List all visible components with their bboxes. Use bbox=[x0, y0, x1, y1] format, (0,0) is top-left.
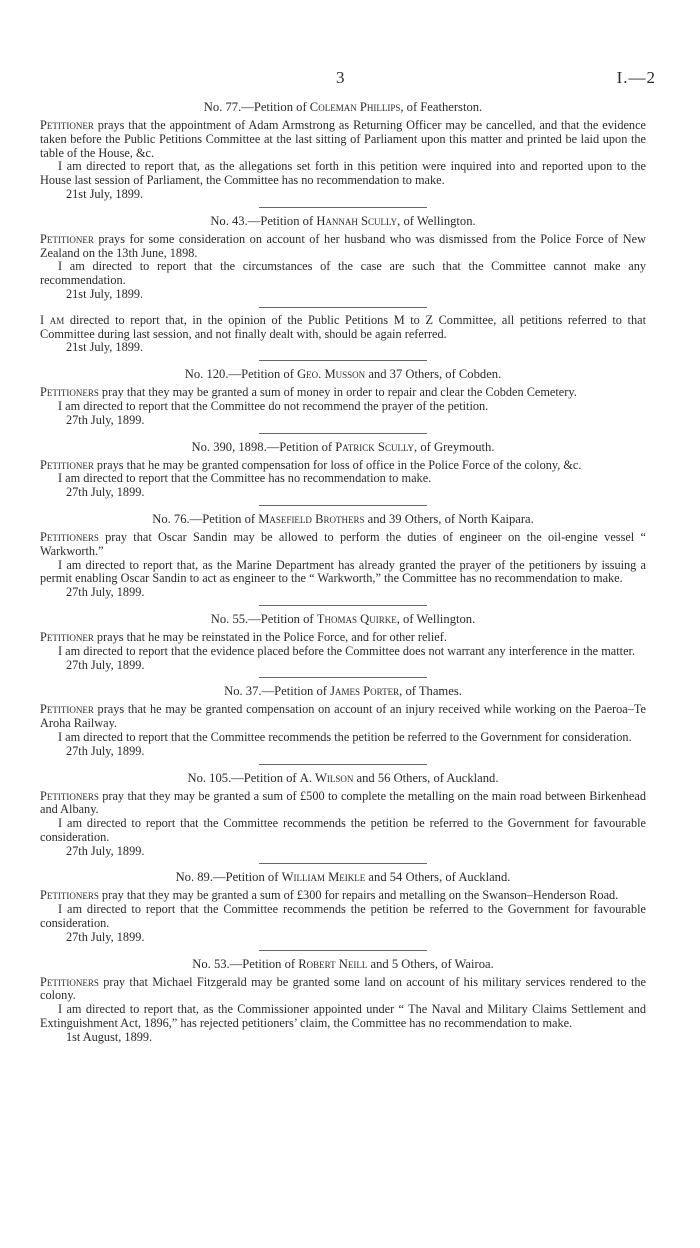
committee-report: I am directed to report that, as the allegations set forth in this petition were inquired into and reported upon to the House last session of Parliament, the Committee has no recommendation to make. bbox=[40, 159, 646, 188]
committee-report: I am directed to report that the circumstances of the case are such that the Committee cannot make any recommendation. bbox=[40, 259, 646, 288]
petition-prayer: Petitioner prays that he may be reinstated in the Police Force, and for other relief. bbox=[40, 629, 447, 644]
petition-title bbox=[40, 100, 646, 114]
report-date: 27th July, 1899. bbox=[66, 485, 145, 500]
petition-location: and 56 Others, of Auckland. bbox=[353, 770, 499, 785]
committee-report: I am directed to report that the Committee recommends the petition be referred to the Government for favourable consideration. bbox=[40, 816, 646, 844]
petition-entry bbox=[40, 100, 646, 202]
committee-report: I am directed to report that, as the Marine Department has already granted the prayer of the petitioners by issuing a permit enabling Oscar Sandin to act as engineer to the “ Warkworth,” the Committee has no recommendation to make. bbox=[40, 557, 646, 586]
section-divider bbox=[259, 677, 427, 678]
petition-entry bbox=[40, 612, 646, 672]
report-date: 1st August, 1899. bbox=[66, 1029, 153, 1044]
petition-entry bbox=[40, 870, 646, 944]
section-divider bbox=[259, 360, 427, 361]
report-date: 27th July, 1899. bbox=[66, 929, 145, 944]
section-divider bbox=[259, 950, 427, 951]
petition-number: No. 55.—Petition of bbox=[210, 611, 317, 626]
petition-location: and 37 Others, of Cobden. bbox=[365, 367, 502, 382]
petition-title bbox=[40, 684, 646, 698]
petition-prayer: Petitioner prays for some consideration on account of her husband who was dismissed from the Police Force of New Zealand on the 13th June, 1898. bbox=[40, 231, 646, 260]
report-date: 21st July, 1899. bbox=[66, 340, 144, 355]
report-date: 27th July, 1899. bbox=[66, 843, 145, 858]
petition-prayer: Petitioners pray that Oscar Sandin may be allowed to perform the duties of engineer on the oil-engine vessel “ Warkworth.” bbox=[40, 529, 646, 558]
petition-location: and 39 Others, of North Kaipara. bbox=[364, 511, 534, 526]
petition-number: No. 105.—Petition of bbox=[187, 770, 300, 785]
petition-location: and 54 Others, of Auckland. bbox=[365, 870, 511, 885]
report-date: 21st July, 1899. bbox=[66, 286, 144, 301]
page-reference: I.—2 bbox=[616, 68, 656, 87]
petitioner-name: Hannah Scully bbox=[316, 213, 398, 228]
section-divider bbox=[259, 764, 427, 765]
petition-title bbox=[40, 214, 646, 228]
petition-title bbox=[40, 612, 646, 626]
committee-report: I am directed to report that the Committee do not recommend the prayer of the petition. bbox=[58, 398, 489, 413]
petitioner-name: Robert Neill bbox=[298, 956, 368, 971]
petition-entry bbox=[40, 512, 646, 600]
report-date: 27th July, 1899. bbox=[66, 657, 145, 672]
petition-entry bbox=[40, 957, 646, 1045]
petition-location: , of Featherston. bbox=[400, 100, 483, 114]
petition-prayer: Petitioner prays that the appointment of Adam Armstrong as Returning Officer may be cancelled, and that the evidence taken before the Public Petitions Committee at the last sitting of Parliament upon this matter and printed be laid upon the table of the House, &c. bbox=[40, 118, 646, 160]
petitioner-name: Patrick Scully bbox=[335, 439, 415, 454]
petition-location: , of Wellington. bbox=[396, 611, 476, 626]
petition-entry bbox=[40, 771, 646, 859]
petition-entry bbox=[40, 684, 646, 758]
petition-entry bbox=[40, 214, 646, 302]
page-header bbox=[0, 68, 700, 90]
general-report: I am directed to report that, in the opinion of the Public Petitions M to Z Committee, all petitions referred to that Committee during last session, and not finally dealt with, should be again referred. bbox=[40, 312, 646, 341]
petition-prayer: Petitioners pray that they may be granted a sum of £300 for repairs and metalling on the Swanson–Henderson Road. bbox=[40, 888, 619, 903]
report-date: 27th July, 1899. bbox=[66, 743, 145, 758]
petition-number: No. 120.—Petition of bbox=[184, 367, 298, 382]
report-date: 21st July, 1899. bbox=[66, 186, 144, 201]
section-divider bbox=[259, 505, 427, 506]
petition-number: No. 53.—Petition of bbox=[192, 956, 299, 971]
petition-location: , of Thames. bbox=[399, 684, 462, 699]
petition-prayer: Petitioners pray that they may be granted a sum of money in order to repair and clear the Cobden Cemetery. bbox=[40, 385, 577, 400]
committee-report: I am directed to report that the Committee recommends the petition be referred to the Government for consideration. bbox=[58, 729, 632, 744]
petition-number: No. 390, 1898.—Petition of bbox=[191, 439, 336, 454]
petition-title bbox=[40, 957, 646, 971]
petition-location: and 5 Others, of Wairoa. bbox=[367, 956, 494, 971]
section-divider bbox=[259, 863, 427, 864]
petition-title bbox=[40, 870, 646, 884]
report-date: 27th July, 1899. bbox=[66, 585, 145, 600]
petition-title bbox=[40, 512, 646, 526]
petition-number: No. 77.—Petition of bbox=[203, 100, 310, 114]
petitioner-name: William Meikle bbox=[281, 870, 366, 885]
petition-number: No. 76.—Petition of bbox=[152, 511, 259, 526]
petitioner-name: Coleman Phillips bbox=[309, 100, 401, 114]
petition-prayer: Petitioner prays that he may be granted compensation on account of an injury received while working on the Paeroa–Te Aroha Railway. bbox=[40, 702, 646, 731]
section-divider bbox=[259, 307, 427, 308]
petition-prayer: Petitioner prays that he may be granted compensation for loss of office in the Police Force of the colony, &c. bbox=[40, 457, 582, 472]
section-divider bbox=[259, 433, 427, 434]
petition-prayer: Petitioners pray that they may be granted a sum of £500 to complete the metalling on the main road between Birkenhead and Albany. bbox=[40, 788, 646, 817]
section-divider bbox=[259, 207, 427, 208]
committee-report: I am directed to report that, as the Commissioner appointed under “ The Naval and Military Claims Settlement and Extinguishment Act, 1896,” has rejected petitioners’ claim, the Committee has no recommendation to make. bbox=[40, 1002, 646, 1031]
committee-report: I am directed to report that the evidence placed before the Committee does not warrant any interference in the matter. bbox=[58, 643, 636, 658]
petitioner-name: Masefield Brothers bbox=[258, 511, 365, 526]
page-content bbox=[40, 100, 646, 1045]
committee-report: I am directed to report that the Committee has no recommendation to make. bbox=[58, 471, 432, 486]
petitioner-name: Geo. Musson bbox=[297, 367, 366, 382]
section-divider bbox=[259, 605, 427, 606]
petitioner-name: A. Wilson bbox=[299, 770, 354, 785]
general-report-entry bbox=[40, 314, 646, 355]
petitioner-name: James Porter bbox=[330, 684, 400, 699]
petition-title bbox=[40, 440, 646, 454]
petition-entry bbox=[40, 367, 646, 427]
petition-prayer: Petitioners pray that Michael Fitzgerald may be granted some land on account of his military services rendered to the colony. bbox=[40, 974, 646, 1003]
petition-entry bbox=[40, 440, 646, 500]
petition-number: No. 37.—Petition of bbox=[224, 684, 331, 699]
committee-report: I am directed to report that the Committee recommends the petition be referred to the Government for favourable consideration. bbox=[40, 902, 646, 931]
petition-title bbox=[40, 771, 646, 785]
petition-location: , of Greymouth. bbox=[414, 439, 495, 454]
petitioner-name: Thomas Quirke bbox=[316, 611, 397, 626]
petition-number: No. 43.—Petition of bbox=[210, 213, 317, 228]
petition-location: , of Wellington. bbox=[397, 213, 476, 228]
report-date: 27th July, 1899. bbox=[66, 412, 145, 427]
petition-number: No. 89.—Petition of bbox=[175, 870, 282, 885]
page-number: 3 bbox=[336, 68, 345, 87]
petition-title bbox=[40, 367, 646, 381]
